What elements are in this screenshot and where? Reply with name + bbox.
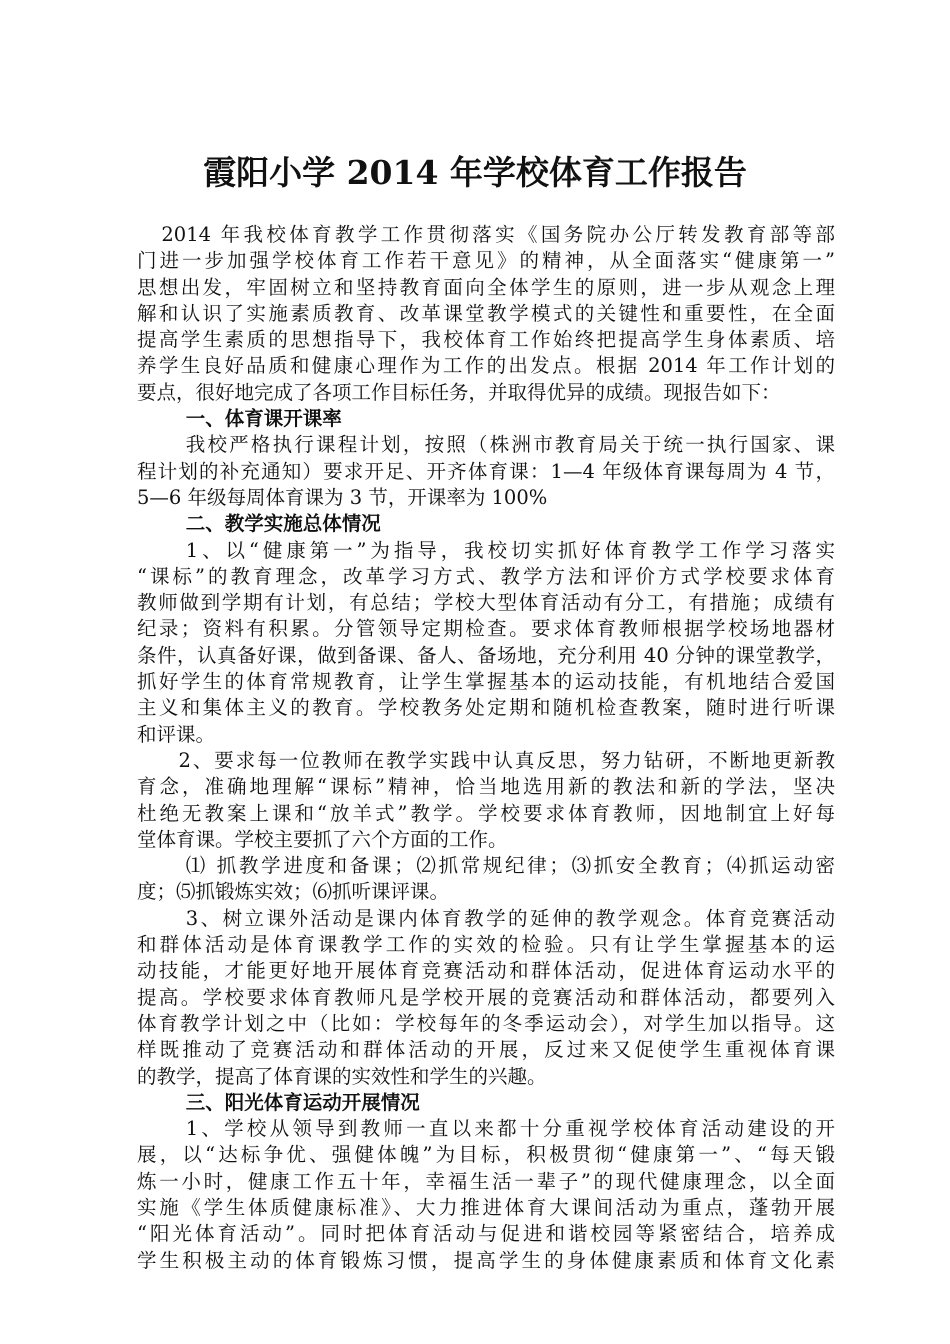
paragraph-line: 我校严格执行课程计划，按照（株洲市教育局关于统一执行国家、课 (185, 433, 835, 457)
paragraph-line: 主义和集体主义的教育。学校教务处定期和随机检查教案，随时进行听课 (137, 696, 835, 720)
section-heading: 二、教学实施总体情况 (185, 512, 381, 536)
paragraph-line: 动技能，才能更好地开展体育竞赛活动和群体活动，促进体育运动水平的 (137, 959, 835, 983)
paragraph-line: 2014 年我校体育教学工作贯彻落实《国务院办公厅转发教育部等部 (161, 223, 835, 246)
paragraph-line: 育念，准确地理解“课标”精神，恰当地选用新的教法和新的学法，坚决 (137, 775, 835, 799)
paragraph-line: 教师做到学期有计划，有总结；学校大型体育活动有分工，有措施；成绩有 (137, 591, 835, 615)
paragraph-line: 纪录；资料有积累。分管领导定期检查。要求体育教师根据学校场地器材 (137, 617, 835, 641)
paragraph-line: “课标”的教育理念，改革学习方式、教学方法和评价方式学校要求体育 (137, 564, 835, 588)
paragraph-line: 和群体活动是体育课教学工作的实效的检验。只有让学生掌握基本的运 (137, 933, 835, 957)
paragraph-line: 抓好学生的体育常规教育，让学生掌握基本的运动技能，有机地结合爱国 (137, 670, 835, 694)
paragraph-line: 养学生良好品质和健康心理作为工作的出发点。根据 2014 年工作计划的 (137, 354, 835, 378)
paragraph-line: ⑴ 抓教学进度和备课；⑵抓常规纪律；⑶抓安全教育；⑷抓运动密 (185, 854, 835, 878)
paragraph-line: 1、学校从领导到教师一直以来都十分重视学校体育活动建设的开 (185, 1117, 835, 1141)
section-heading: 三、阳光体育运动开展情况 (185, 1090, 420, 1114)
paragraph-line: 思想出发，牢固树立和坚持教育面向全体学生的原则，进一步从观念上理 (137, 275, 835, 299)
paragraph-line: 炼一小时，健康工作五十年，幸福生活一辈子”的现代健康理念，以全面 (137, 1169, 835, 1193)
paragraph-line: 实施《学生体质健康标准》、大力推进体育大课间活动为重点，蓬勃开展 (137, 1195, 835, 1219)
paragraph-line: 提高学生素质的思想指导下，我校体育工作始终把提高学生身体素质、培 (137, 328, 835, 352)
paragraph-line: 5—6 年级每周体育课为 3 节，开课率为 100% (137, 485, 548, 509)
paragraph-line: 展，以“达标争优、强健体魄”为目标，积极贯彻“健康第一”、“每天锻 (137, 1143, 835, 1167)
paragraph-line: 程计划的补充通知）要求开足、开齐体育课：1—4 年级体育课每周为 4 节， (137, 459, 835, 483)
paragraph-line: 条件，认真备好课，做到备课、备人、备场地，充分利用 40 分钟的课堂教学， (137, 643, 835, 667)
paragraph-line: 解和认识了实施素质教育、改革课堂教学模式的关键性和重要性，在全面 (137, 301, 835, 325)
paragraph-line: 度；⑸抓锻炼实效；⑹抓听课评课。 (137, 880, 450, 904)
paragraph-line: 的教学，提高了体育课的实效性和学生的兴趣。 (137, 1064, 547, 1088)
paragraph-line: 门进一步加强学校体育工作若干意见》的精神，从全面落实“健康第一” (137, 249, 835, 273)
paragraph-line: 学生积极主动的体育锻炼习惯，提高学生的身体健康素质和体育文化素 (137, 1248, 835, 1272)
paragraph-line: 1、以“健康第一”为指导，我校切实抓好体育教学工作学习落实 (185, 538, 835, 562)
paragraph-line: 样既推动了竞赛活动和群体活动的开展，反过来又促使学生重视体育课 (137, 1038, 835, 1062)
paragraph-line: 2、要求每一位教师在教学实践中认真反思，努力钻研，不断地更新教 (178, 748, 835, 772)
paragraph-line: 提高。学校要求体育教师凡是学校开展的竞赛活动和群体活动，都要列入 (137, 985, 835, 1009)
paragraph-line: 3、树立课外活动是课内体育教学的延伸的教学观念。体育竞赛活动 (185, 906, 835, 930)
paragraph-line: 堂体育课。学校主要抓了六个方面的工作。 (137, 827, 508, 851)
paragraph-line: “阳光体育活动”。同时把体育活动与促进和谐校园等紧密结合，培养成 (137, 1222, 835, 1246)
paragraph-line: 体育教学计划之中（比如：学校每年的冬季运动会），对学生加以指导。这 (137, 1011, 835, 1035)
paragraph-line: 和评课。 (137, 722, 216, 746)
document-body (137, 222, 835, 1274)
section-heading: 一、体育课开课率 (185, 407, 342, 431)
document-title: 霞阳小学 2014 年学校体育工作报告 (203, 153, 747, 192)
paragraph-line: 要点，很好地完成了各项工作目标任务，并取得优异的成绩。现报告如下： (137, 380, 781, 404)
paragraph-line: 杜绝无教案上课和“放羊式”教学。学校要求体育教师，因地制宜上好每 (137, 801, 835, 825)
